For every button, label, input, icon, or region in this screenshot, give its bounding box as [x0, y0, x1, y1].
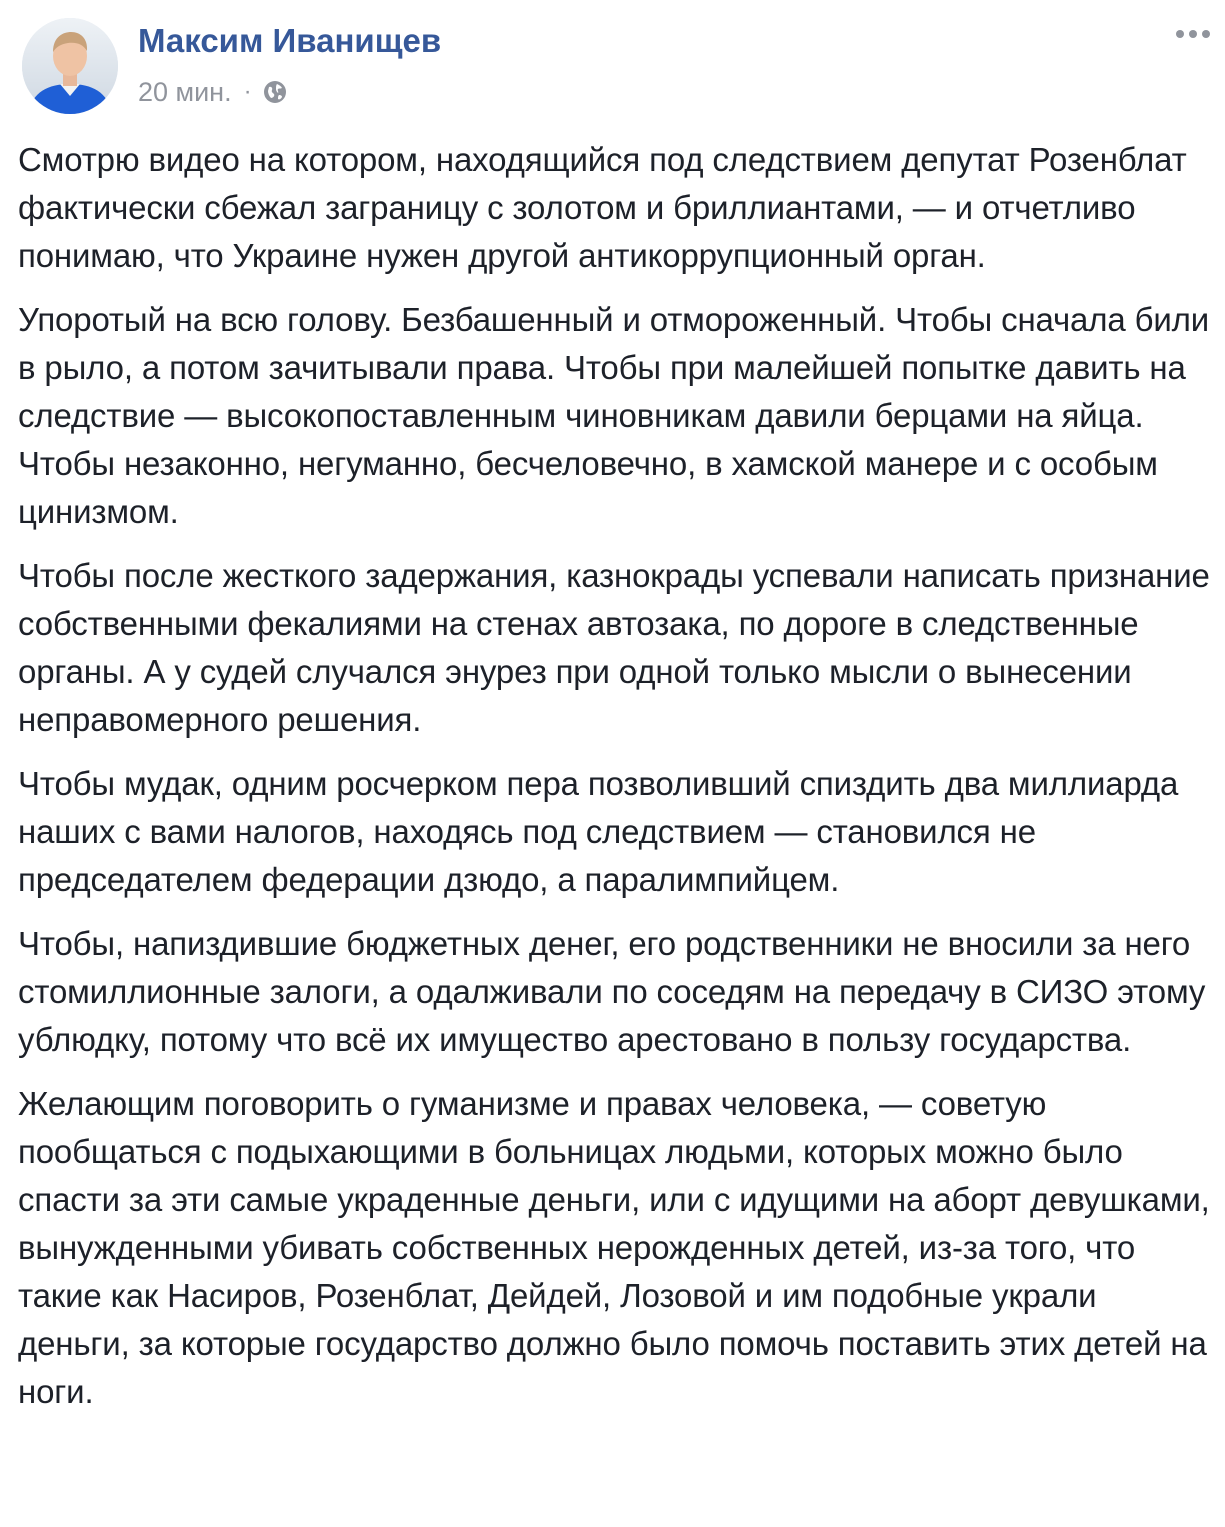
- post-timestamp[interactable]: 20 мин.: [138, 76, 232, 107]
- post-paragraph: Желающим поговорить о гуманизме и правах человека, — советую пообщаться с подыхающими в больницах людьми, которых можно было спасти за эти самые украденные деньги, или с идущими на аборт девушками, вынужденными убивать собственных нерожденных детей, из-за того, что такие как Насиров, Розенблат, Дейдей, Лозовой и им подобные украли деньги, за которые государство должно было помочь поставить этих детей на ноги.: [18, 1085, 1210, 1410]
- post-header: [22, 18, 1212, 118]
- meta-separator: ·: [243, 78, 252, 105]
- avatar-image: [22, 18, 118, 114]
- globe-icon[interactable]: [262, 79, 288, 105]
- post-body: [18, 136, 1213, 1432]
- post-paragraph: Чтобы, напиздившие бюджетных денег, его родственники не вносили за него стомиллионные залоги, а одалживали по соседям на передачу в СИЗО этому ублюдку, потому что всё их имущество арестовано в пользу государства.: [18, 925, 1206, 1058]
- author-name-link[interactable]: Максим Иванищев: [138, 22, 442, 59]
- post-paragraph: Смотрю видео на котором, находящийся под следствием депутат Розенблат фактически сбежал заграницу с золотом и бриллиантами, — и отчетливо понимаю, что Украине нужен другой антикоррупционный орган.: [18, 141, 1187, 274]
- more-options-icon[interactable]: [1174, 24, 1212, 44]
- post-meta: [138, 74, 288, 110]
- post-paragraph: Чтобы мудак, одним росчерком пера позволивший спиздить два миллиарда наших с вами налогов, находясь под следствием — становился не председателем федерации дзюдо, а паралимпийцем.: [18, 765, 1179, 898]
- post-paragraph: Чтобы после жесткого задержания, казнокрады успевали написать признание собственными фекалиями на стенах автозака, по дороге в следственные органы. А у судей случался энурез при одной только мысли о вынесении неправомерного решения.: [18, 557, 1210, 738]
- author-avatar[interactable]: [22, 18, 118, 114]
- post-paragraph: Упоротый на всю голову. Безбашенный и отмороженный. Чтобы сначала били в рыло, а потом зачитывали права. Чтобы при малейшей попытке давить на следствие — высокопоставленным чиновникам давили берцами на яйца. Чтобы незаконно, негуманно, бесчеловечно, в хамской манере и с особым цинизмом.: [18, 301, 1210, 530]
